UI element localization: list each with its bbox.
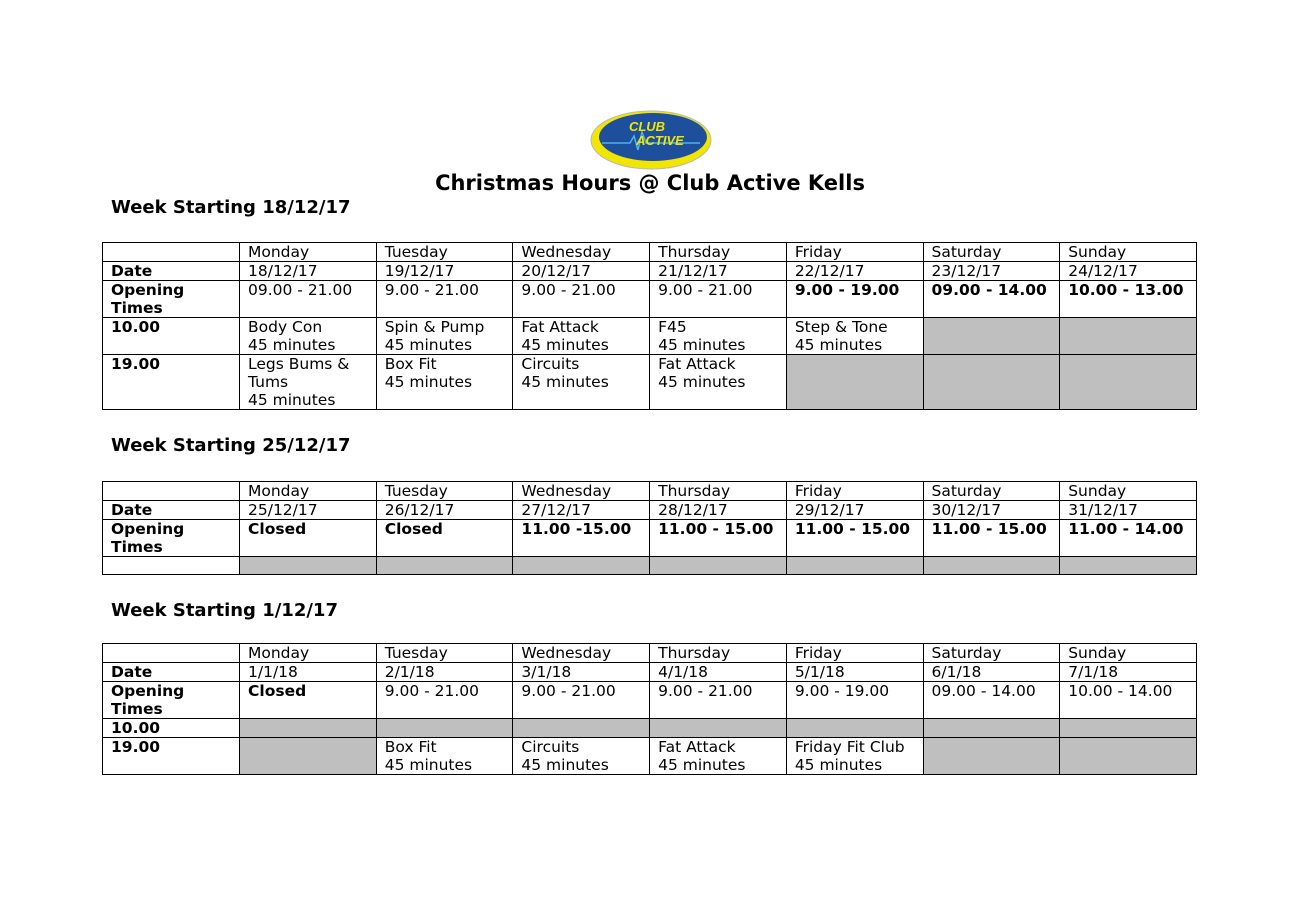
date-cell: 4/1/18 bbox=[650, 663, 787, 682]
class-cell: Box Fit 45 minutes bbox=[376, 738, 513, 775]
day-cell: Friday bbox=[786, 482, 923, 501]
date-row bbox=[103, 262, 1197, 281]
opening-cell: 11.00 - 14.00 bbox=[1060, 520, 1197, 557]
date-cell: 7/1/18 bbox=[1060, 663, 1197, 682]
date-cell: 25/12/17 bbox=[240, 501, 377, 520]
schedule-table-week-1 bbox=[102, 242, 1197, 410]
empty-cell bbox=[513, 557, 650, 575]
day-cell: Tuesday bbox=[376, 644, 513, 663]
empty-cell bbox=[513, 719, 650, 738]
date-cell: 2/1/18 bbox=[376, 663, 513, 682]
week-heading: Week Starting 1/12/17 bbox=[111, 600, 338, 621]
empty-row bbox=[103, 557, 1197, 575]
date-cell: 20/12/17 bbox=[513, 262, 650, 281]
date-cell: 1/1/18 bbox=[240, 663, 377, 682]
empty-cell bbox=[240, 738, 377, 775]
opening-cell: 9.00 - 21.00 bbox=[376, 682, 513, 719]
empty-cell bbox=[786, 719, 923, 738]
opening-cell: 9.00 - 21.00 bbox=[650, 682, 787, 719]
day-cell: Friday bbox=[786, 644, 923, 663]
schedule-table-week-3 bbox=[102, 643, 1197, 775]
day-cell: Thursday bbox=[650, 482, 787, 501]
class-cell: Fat Attack 45 minutes bbox=[650, 355, 787, 410]
row-label: Opening Times bbox=[103, 281, 240, 318]
class-cell: Friday Fit Club 45 minutes bbox=[786, 738, 923, 775]
date-cell: 27/12/17 bbox=[513, 501, 650, 520]
date-cell: 23/12/17 bbox=[923, 262, 1060, 281]
row-label: 19.00 bbox=[103, 738, 240, 775]
date-cell: 24/12/17 bbox=[1060, 262, 1197, 281]
date-cell: 28/12/17 bbox=[650, 501, 787, 520]
date-cell: 22/12/17 bbox=[786, 262, 923, 281]
day-cell: Wednesday bbox=[513, 243, 650, 262]
class-row-19 bbox=[103, 738, 1197, 775]
day-cell: Thursday bbox=[650, 243, 787, 262]
schedule-table-week-2 bbox=[102, 481, 1197, 575]
class-cell: Spin & Pump 45 minutes bbox=[376, 318, 513, 355]
row-label: Opening Times bbox=[103, 682, 240, 719]
empty-cell bbox=[650, 719, 787, 738]
opening-cell: 09.00 - 14.00 bbox=[923, 281, 1060, 318]
empty-cell bbox=[923, 318, 1060, 355]
opening-cell: 09.00 - 21.00 bbox=[240, 281, 377, 318]
class-cell: F45 45 minutes bbox=[650, 318, 787, 355]
opening-cell: 9.00 - 19.00 bbox=[786, 682, 923, 719]
empty-cell bbox=[1060, 719, 1197, 738]
week-heading: Week Starting 25/12/17 bbox=[111, 435, 351, 456]
empty-cell bbox=[650, 557, 787, 575]
page-title: Christmas Hours @ Club Active Kells bbox=[435, 171, 865, 195]
svg-text:CLUB: CLUB bbox=[628, 119, 666, 134]
opening-cell: 11.00 - 15.00 bbox=[923, 520, 1060, 557]
date-cell: 30/12/17 bbox=[923, 501, 1060, 520]
date-cell: 19/12/17 bbox=[376, 262, 513, 281]
empty-cell bbox=[1060, 738, 1197, 775]
row-label: Date bbox=[103, 262, 240, 281]
date-cell: 5/1/18 bbox=[786, 663, 923, 682]
day-cell: Sunday bbox=[1060, 644, 1197, 663]
opening-times-row bbox=[103, 520, 1197, 557]
date-cell: 21/12/17 bbox=[650, 262, 787, 281]
day-cell: Sunday bbox=[1060, 482, 1197, 501]
opening-cell: Closed bbox=[240, 520, 377, 557]
empty-cell bbox=[786, 557, 923, 575]
date-cell: 26/12/17 bbox=[376, 501, 513, 520]
opening-cell: 9.00 - 21.00 bbox=[376, 281, 513, 318]
opening-times-row bbox=[103, 682, 1197, 719]
opening-cell: 11.00 -15.00 bbox=[513, 520, 650, 557]
day-header-row bbox=[103, 644, 1197, 663]
day-cell: Wednesday bbox=[513, 482, 650, 501]
opening-cell: 11.00 - 15.00 bbox=[786, 520, 923, 557]
day-cell: Monday bbox=[240, 644, 377, 663]
empty-cell bbox=[376, 719, 513, 738]
opening-cell: 9.00 - 19.00 bbox=[786, 281, 923, 318]
opening-cell: 10.00 - 14.00 bbox=[1060, 682, 1197, 719]
class-cell: Circuits 45 minutes bbox=[513, 738, 650, 775]
empty-cell bbox=[240, 719, 377, 738]
empty-cell bbox=[240, 557, 377, 575]
svg-text:ACTIVE: ACTIVE bbox=[636, 133, 684, 148]
date-row bbox=[103, 501, 1197, 520]
row-label: Date bbox=[103, 501, 240, 520]
empty-cell bbox=[1060, 318, 1197, 355]
empty-cell bbox=[923, 738, 1060, 775]
opening-cell: Closed bbox=[240, 682, 377, 719]
empty-cell bbox=[376, 557, 513, 575]
opening-cell: 9.00 - 21.00 bbox=[513, 682, 650, 719]
class-cell: Box Fit 45 minutes bbox=[376, 355, 513, 410]
row-label: 19.00 bbox=[103, 355, 240, 410]
class-cell: Body Con 45 minutes bbox=[240, 318, 377, 355]
opening-times-row bbox=[103, 281, 1197, 318]
empty-cell bbox=[1060, 557, 1197, 575]
class-row-10 bbox=[103, 719, 1197, 738]
opening-cell: 10.00 - 13.00 bbox=[1060, 281, 1197, 318]
date-row bbox=[103, 663, 1197, 682]
week-heading: Week Starting 18/12/17 bbox=[111, 197, 351, 218]
opening-cell: 9.00 - 21.00 bbox=[513, 281, 650, 318]
day-cell: Monday bbox=[240, 243, 377, 262]
day-cell: Sunday bbox=[1060, 243, 1197, 262]
date-cell: 29/12/17 bbox=[786, 501, 923, 520]
day-cell: Monday bbox=[240, 482, 377, 501]
opening-cell: 09.00 - 14.00 bbox=[923, 682, 1060, 719]
day-cell: Saturday bbox=[923, 644, 1060, 663]
day-cell: Saturday bbox=[923, 482, 1060, 501]
day-cell: Tuesday bbox=[376, 243, 513, 262]
day-cell: Saturday bbox=[923, 243, 1060, 262]
empty-cell bbox=[786, 355, 923, 410]
class-cell: Step & Tone 45 minutes bbox=[786, 318, 923, 355]
day-header-row bbox=[103, 482, 1197, 501]
class-row-10 bbox=[103, 318, 1197, 355]
empty-cell bbox=[923, 355, 1060, 410]
class-cell: Fat Attack 45 minutes bbox=[513, 318, 650, 355]
empty-cell bbox=[923, 557, 1060, 575]
row-label: Opening Times bbox=[103, 520, 240, 557]
opening-cell: Closed bbox=[376, 520, 513, 557]
row-label: Date bbox=[103, 663, 240, 682]
opening-cell: 11.00 - 15.00 bbox=[650, 520, 787, 557]
class-row-19 bbox=[103, 355, 1197, 410]
class-cell: Fat Attack 45 minutes bbox=[650, 738, 787, 775]
date-cell: 31/12/17 bbox=[1060, 501, 1197, 520]
date-cell: 18/12/17 bbox=[240, 262, 377, 281]
empty-cell bbox=[923, 719, 1060, 738]
day-cell: Thursday bbox=[650, 644, 787, 663]
row-label: 10.00 bbox=[103, 719, 240, 738]
day-cell: Friday bbox=[786, 243, 923, 262]
club-active-logo bbox=[590, 110, 712, 170]
row-label: 10.00 bbox=[103, 318, 240, 355]
day-cell: Tuesday bbox=[376, 482, 513, 501]
day-header-row bbox=[103, 243, 1197, 262]
date-cell: 3/1/18 bbox=[513, 663, 650, 682]
empty-cell bbox=[1060, 355, 1197, 410]
date-cell: 6/1/18 bbox=[923, 663, 1060, 682]
class-cell: Circuits 45 minutes bbox=[513, 355, 650, 410]
opening-cell: 9.00 - 21.00 bbox=[650, 281, 787, 318]
class-cell: Legs Bums & Tums 45 minutes bbox=[240, 355, 377, 410]
day-cell: Wednesday bbox=[513, 644, 650, 663]
